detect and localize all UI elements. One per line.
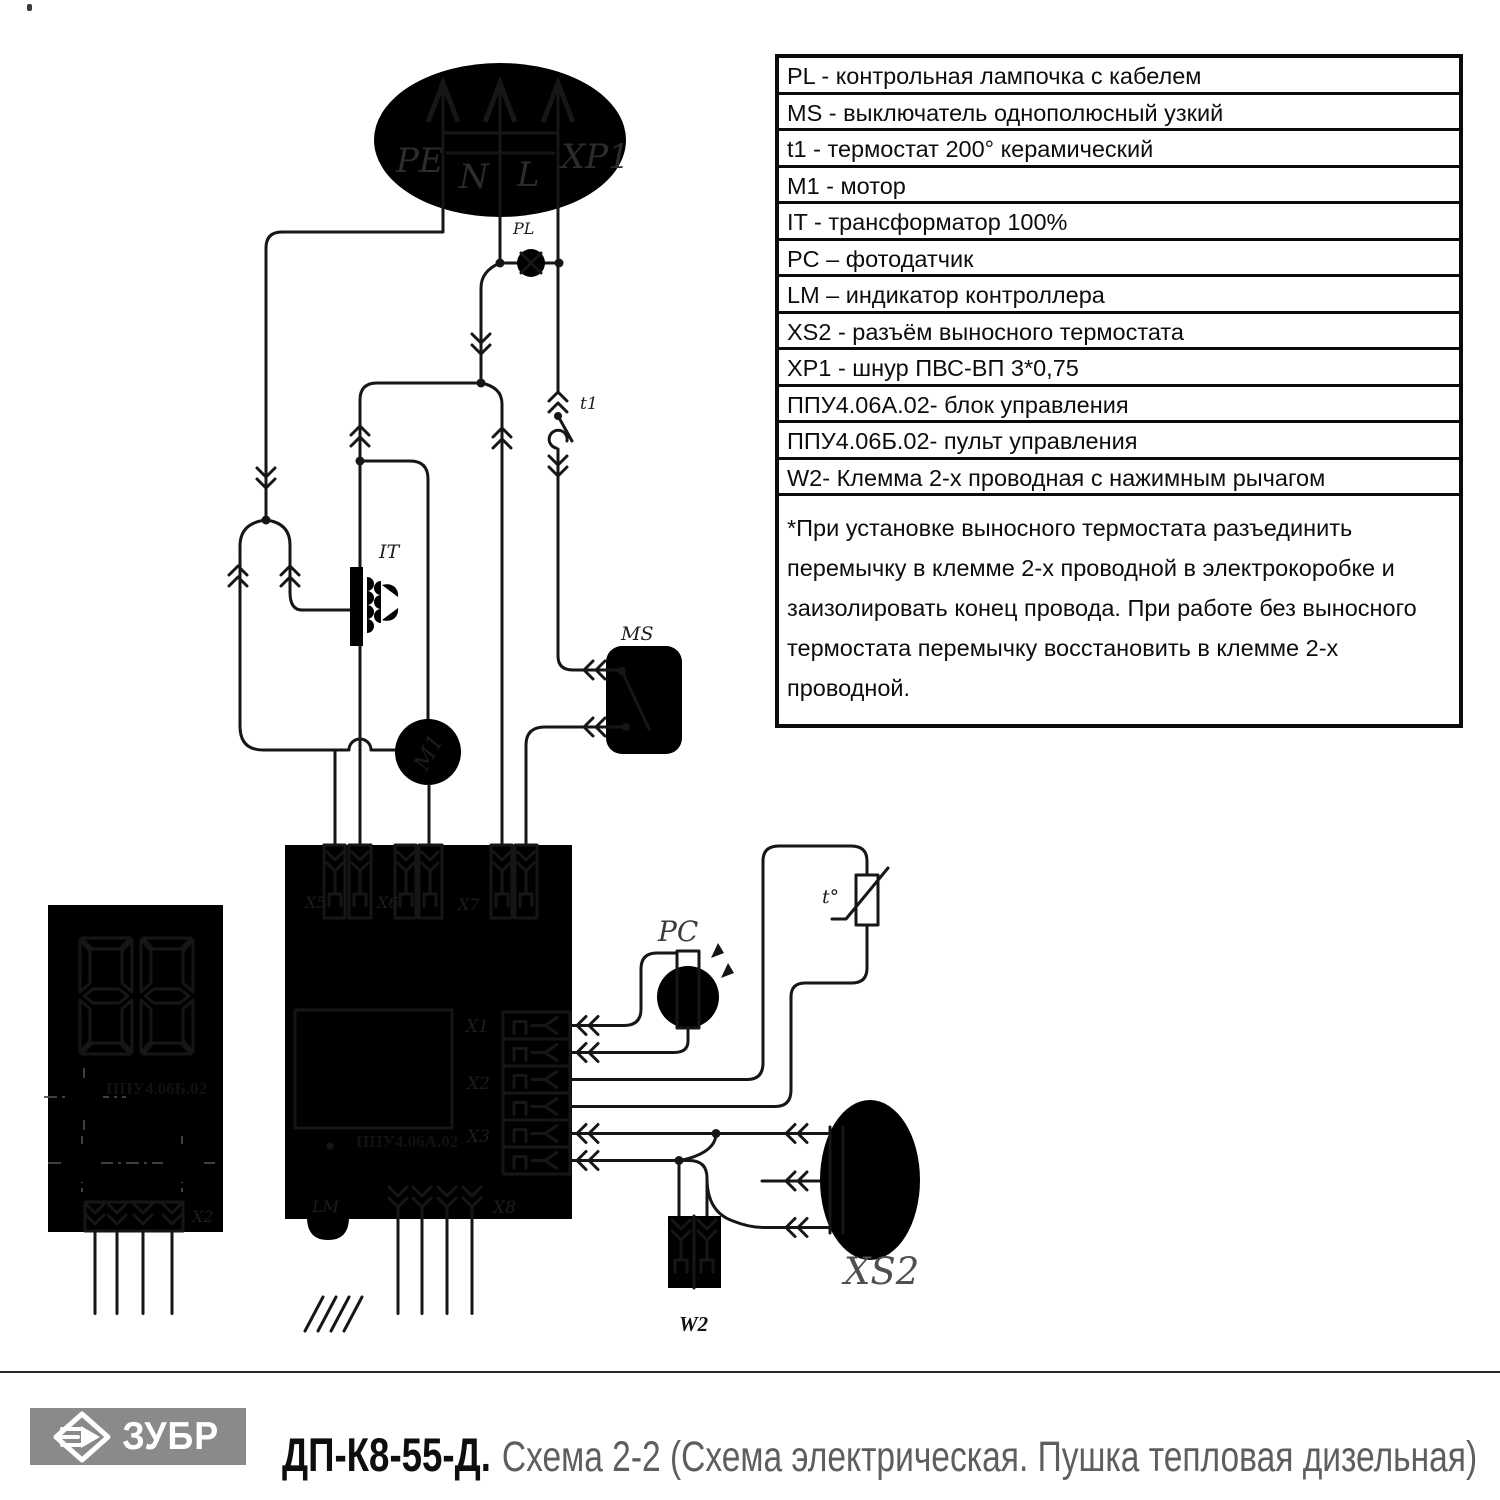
socket-xs2-label: XS2 — [844, 1250, 920, 1293]
zubr-emblem-icon — [53, 1411, 111, 1463]
transformer-it-label: IT — [379, 541, 400, 563]
panel-connector-x2-label: X2 — [192, 1207, 214, 1226]
temp-sensor — [570, 846, 888, 1107]
brand-text: ЗУБР — [122, 1414, 219, 1458]
switch-ms-label: MS — [621, 623, 654, 645]
connector-x3-label: X3 — [467, 1127, 490, 1147]
cable-bus — [95, 1219, 472, 1331]
connector-x8-label: X8 — [493, 1198, 516, 1218]
block-name-label: ППУ4.06А.02 — [356, 1132, 459, 1151]
connector-x2-label: X2 — [467, 1074, 490, 1094]
panel-name-label: ППУ4.06Б.02 — [106, 1079, 208, 1098]
plug-label-l: L — [517, 155, 540, 195]
connector-x5-label: X5 — [305, 893, 327, 912]
clamp-w2-label: W2 — [679, 1312, 709, 1336]
panel-button — [63, 1144, 101, 1182]
temp-sensor-label: t° — [822, 886, 840, 908]
brand-logo — [30, 1408, 246, 1465]
control-panel — [44, 905, 223, 1232]
socket-xs2 — [570, 1100, 920, 1293]
lamp-pl-label: PL — [513, 219, 535, 238]
motor-m1-label: M1 — [409, 730, 449, 775]
plug-label-n: N — [459, 157, 489, 197]
switch-ms — [526, 623, 682, 845]
legend-row: XP1 - шнур ПВС-ВП 3*0,75 — [779, 350, 1459, 387]
subtitle-label: Схема 2-2 (Схема электрическая. Пушка тепловая дизельная) — [501, 1433, 1478, 1481]
connector-x7-label: X7 — [458, 895, 480, 914]
footer-title — [282, 1427, 1477, 1482]
panel-button — [65, 1078, 103, 1116]
model-label: ДП-К8-55-Д. — [282, 1428, 491, 1481]
footer-divider — [0, 1371, 1500, 1373]
legend-row: M1 - мотор — [779, 168, 1459, 205]
lamp-pl-symbol — [517, 249, 545, 277]
legend-row: XS2 - разъём выносного термостата — [779, 314, 1459, 351]
legend-row: ППУ4.06А.02- блок управления — [779, 387, 1459, 424]
legend-row: PC – фотодатчик — [779, 241, 1459, 278]
connector-x6-label: X6 — [377, 893, 399, 912]
indicator-lm-label: LM — [312, 1197, 340, 1216]
control-block — [285, 845, 598, 1240]
panel-button — [163, 1144, 201, 1182]
legend-row: IT - трансформатор 100% — [779, 204, 1459, 241]
legend-row: W2- Клемма 2-х проводная с нажимным рычагом — [779, 460, 1459, 497]
legend-table — [775, 54, 1463, 728]
transformer-it — [350, 541, 401, 646]
legend-row: ППУ4.06Б.02- пульт управления — [779, 423, 1459, 460]
motor-m1 — [395, 719, 461, 845]
connector-x1-label: X1 — [466, 1017, 489, 1037]
thermostat-t1 — [549, 263, 618, 670]
photo-sensor-pc-label: PC — [658, 915, 699, 948]
legend-row: PL - контрольная лампочка с кабелем — [779, 58, 1459, 95]
thermostat-t1-label: t1 — [580, 394, 598, 414]
mains-plug-xp1 — [374, 63, 630, 217]
legend-row: LM – индикатор контроллера — [779, 277, 1459, 314]
clamp-w2 — [668, 1216, 721, 1336]
legend-row: MS - выключатель однополюсный узкий — [779, 95, 1459, 132]
plug-label-pe: PE — [396, 141, 444, 181]
plug-label-xp1: XP1 — [561, 137, 630, 177]
legend-note: *При установке выносного термостата разъединить перемычку в клемме 2-х проводной в электрокоробке и заизолировать конец провода. При работе без выносного термостата перемычку восстановить в клемме 2-х проводной. — [787, 515, 1417, 701]
legend-row: t1 - термостат 200° керамический — [779, 131, 1459, 168]
